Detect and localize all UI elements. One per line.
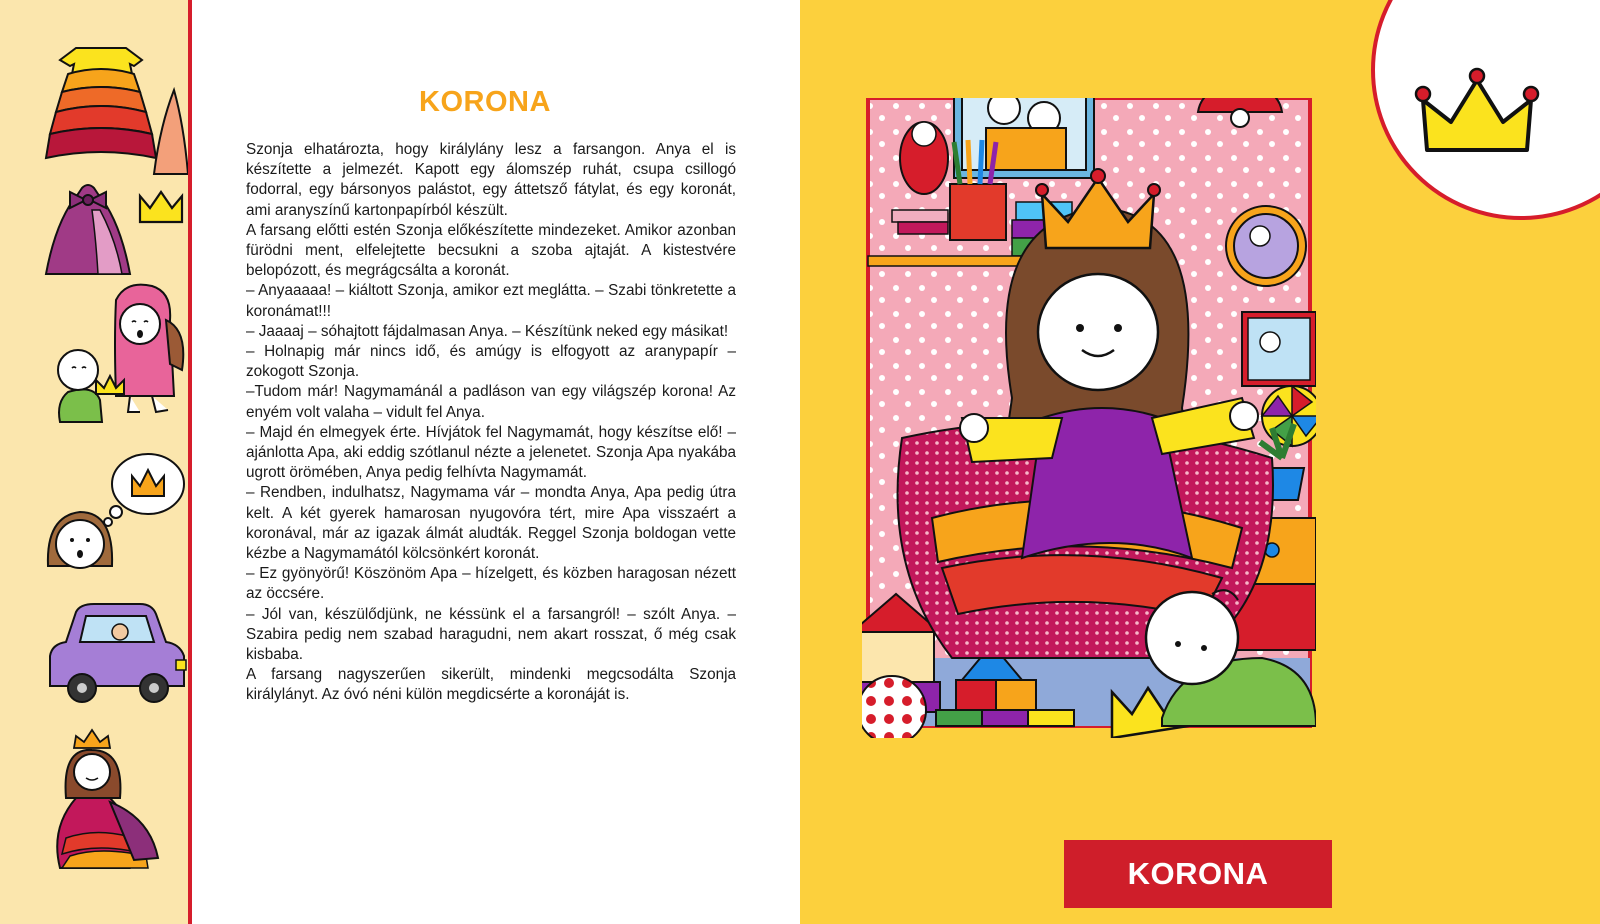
left-picture-strip [0,0,190,924]
cape-icon [40,180,136,280]
caption-label: KORONA [1127,856,1269,891]
story-paragraph: – Jól van, készülődjünk, ne késsünk el a farsangról! – szólt Anya. – Szabira pedig nem szabad haragudni, nem akart rosszat, ő még csak kisbaba. [246,605,736,664]
princess-icon [40,728,190,878]
story-paragraph: Szonja elhatározta, hogy királylány lesz a farsangon. Anya el is készítette a jelmezét. Kapott egy álomszép ruhát, csupa csillogó fodorral, egy bársonyos palástot, egy áttetsző fátylat, és egy koronát, ami aranyszínű kartonpapírból készült. [246,141,736,219]
story-paragraph: A farsang előtti estén Szonja előkészítette mindezeket. Amikor azonban fürödni ment, elfelejtette becsukni a szoba ajtaját. A kistestvére belopózott, és megrágcsálta a koronát. [246,221,736,280]
veil-icon [150,86,192,180]
princess-room-illustration [862,98,1316,738]
square-portrait-icon [1242,312,1316,386]
paper-crown-icon [136,186,186,226]
story-paragraph: – Ez gyönyörű! Köszönöm Apa – hízelgett, és közben haragosan nézett az öccsére. [246,565,736,603]
ball-icon [862,676,926,738]
story-text [246,140,736,706]
crown-icon [1413,64,1543,164]
ruffled-dress-icon [38,42,164,168]
round-portrait-icon [1226,206,1306,286]
story-paragraph: – Jaaaaj – sóhajtott fájdalmasan Anya. – Készítünk neked egy másikat! [246,322,729,340]
family-picture-icon [954,98,1094,178]
baby-with-crown-icon [44,340,134,426]
story-title: KORONA [419,86,551,118]
story-paragraph: – Anyaaaaa! – kiáltott Szonja, amikor ezt meglátta. – Szabi tönkretette a koronámat!!! [246,282,736,320]
story-paragraph: – Rendben, indulhatsz, Nagymama vár – mondta Anya, Apa pedig útra kelt. A két gyerek hamarosan nyugovóra tért, mire Apa visszaért a koronával, már az igazak álmát aludták. Reggel Szonja boldogan vette kézbe a Nagymamától kölcsönkért koronát. [246,484,736,563]
girl-dreaming-of-crown-icon [38,440,188,580]
story-paragraph: A farsang nagyszerűen sikerült, mindenki megcsodálta Szonja királylányt. Az óvó néni külön megdicsérte a koronáját is. [246,666,736,704]
story-paragraph: – Holnapig már nincs idő, és amúgy is elfogyott az aranypapír – zokogott Szonja. [246,343,736,381]
caption-banner [1064,840,1332,908]
story-paragraph: –Tudom már! Nagymamánál a padláson van egy világszép korona! Az enyém volt valaha – vidult fel Anya. [246,383,736,421]
story-paragraph: – Majd én elmegyek érte. Hívjátok fel Nagymamát, hogy készítse elő! – ajánlotta Apa, aki eddig szótlanul nézte a jelenetet. Szonja Apa nyakába ugrott örömében, Anya pedig felhívta Nagymamát. [246,423,736,482]
car-icon [40,600,190,710]
